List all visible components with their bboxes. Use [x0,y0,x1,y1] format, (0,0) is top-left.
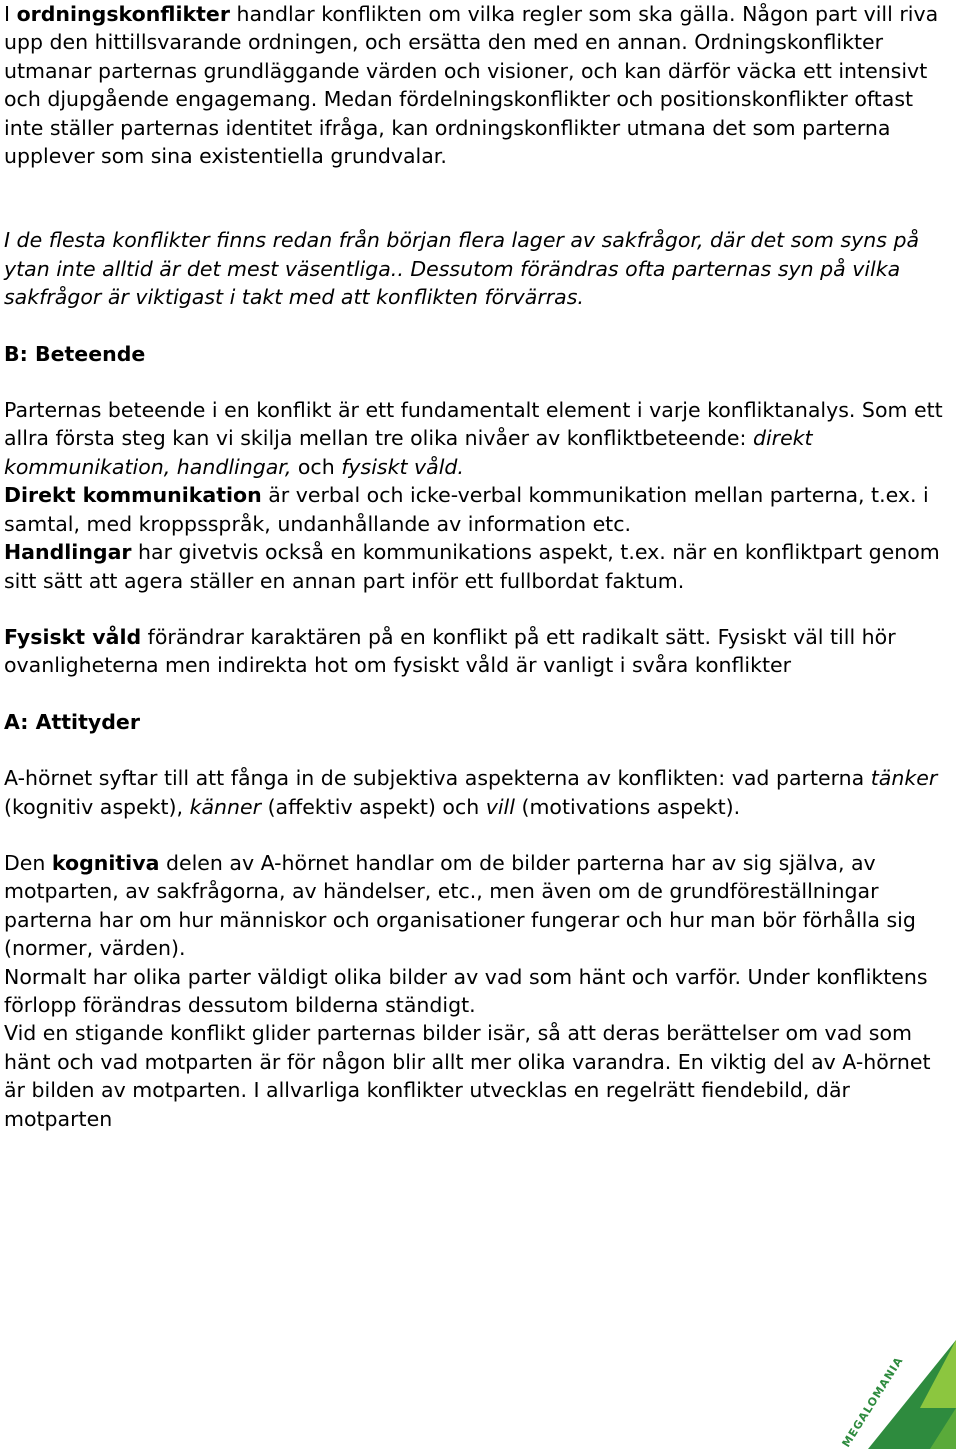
logo-wordmark: MEGALOMANIA [839,1354,906,1450]
paragraph-a-hornet: A-hörnet syftar till att fånga in de subjektiva aspekterna av konflikten: vad parterna tänker (kognitiv aspekt), känner (affektiv aspekt) och vill (motivations aspekt). [4,766,938,819]
term-direkt-kommunikation: Direkt kommunikation [4,483,262,508]
document-page [4,0,952,1133]
paragraph-direkt-kommunikation: Direkt kommunikation är verbal och icke-verbal kommunikation mellan parterna, t.ex. i samtal, med kroppsspråk, undanhållande av information etc. [4,483,929,536]
paragraph-olika-bilder: Normalt har olika parter väldigt olika bilder av vad som hänt och varför. Under konfliktens förlopp förändras dessutom bilderna ständigt. [4,964,928,1017]
heading-attityder: A: Attityder [4,709,140,734]
term-ordningskonflikter: ordningskonflikter [16,2,230,26]
paragraph-stigande-konflikt: Vid en stigande konflikt glider parternas bilder isär, så att deras berättelser om vad som hänt och vad motparten är för någon blir allt mer olika varandra. En viktig del av A-hörnet är bilden av motparten. I allvarliga konflikter utvecklas en regelrätt fiendebild, där motparten [4,1021,931,1131]
megalomania-logo-icon [808,1338,958,1451]
paragraph-beteende-intro: Parternas beteende i en konflikt är ett fundamentalt element i varje konfliktanalys. Som ett allra första steg kan vi skilja mellan tre olika nivåer av konfliktbeteende: direkt kommunikation, handlingar, och fysiskt våld. [4,398,943,479]
paragraph-sakfragor: I de flesta konflikter finns redan från början flera lager av sakfrågor, där det som syns på ytan inte alltid är det mest väsentliga.. Dessutom förändras ofta parternas syn på vilka sakfrågor är viktigast i takt med att konflikten förvärras. [4,228,920,310]
term-fysiskt-vald: Fysiskt våld [4,624,142,649]
paragraph-fysiskt-vald: Fysiskt våld förändrar karaktären på en konflikt på ett radikalt sätt. Fysiskt väl till hör ovanligheterna men indirekta hot om fysiskt våld är vanligt i svåra konflikter [4,624,896,678]
term-kognitiva: kognitiva [51,850,160,875]
term-handlingar: Handlingar [4,540,132,565]
paragraph-kognitiva: Den kognitiva delen av A-hörnet handlar om de bilder parterna har av sig själva, av motparten, av sakfrågorna, av händelser, etc., men även om de grundföreställningar parterna har om hur människor och organisationer fungerar och hur man bör förhålla sig (normer, värden). [4,850,916,961]
paragraph-handlingar: Handlingar har givetvis också en kommunikations aspekt, t.ex. när en konfliktpart genom sitt sätt att agera ställer en annan part inför ett fullbordat faktum. [4,540,940,593]
heading-beteende: B: Beteende [4,341,146,366]
paragraph-ordningskonflikter: I ordningskonflikter handlar konflikten om vilka regler som ska gälla. Någon part vill riva upp den hittillsvarande ordningen, och ersätta den med en annan. Ordningskonflikter utmanar parternas grundläggande värden och visioner, och kan därför väcka ett intensivt och djupgående engagemang. Medan fördelningskonflikter och positionskonflikter oftast inte ställer parternas identitet ifråga, kan ordningskonflikter utmana det som parterna upplever som sina existentiella grundvalar. [4,2,939,169]
